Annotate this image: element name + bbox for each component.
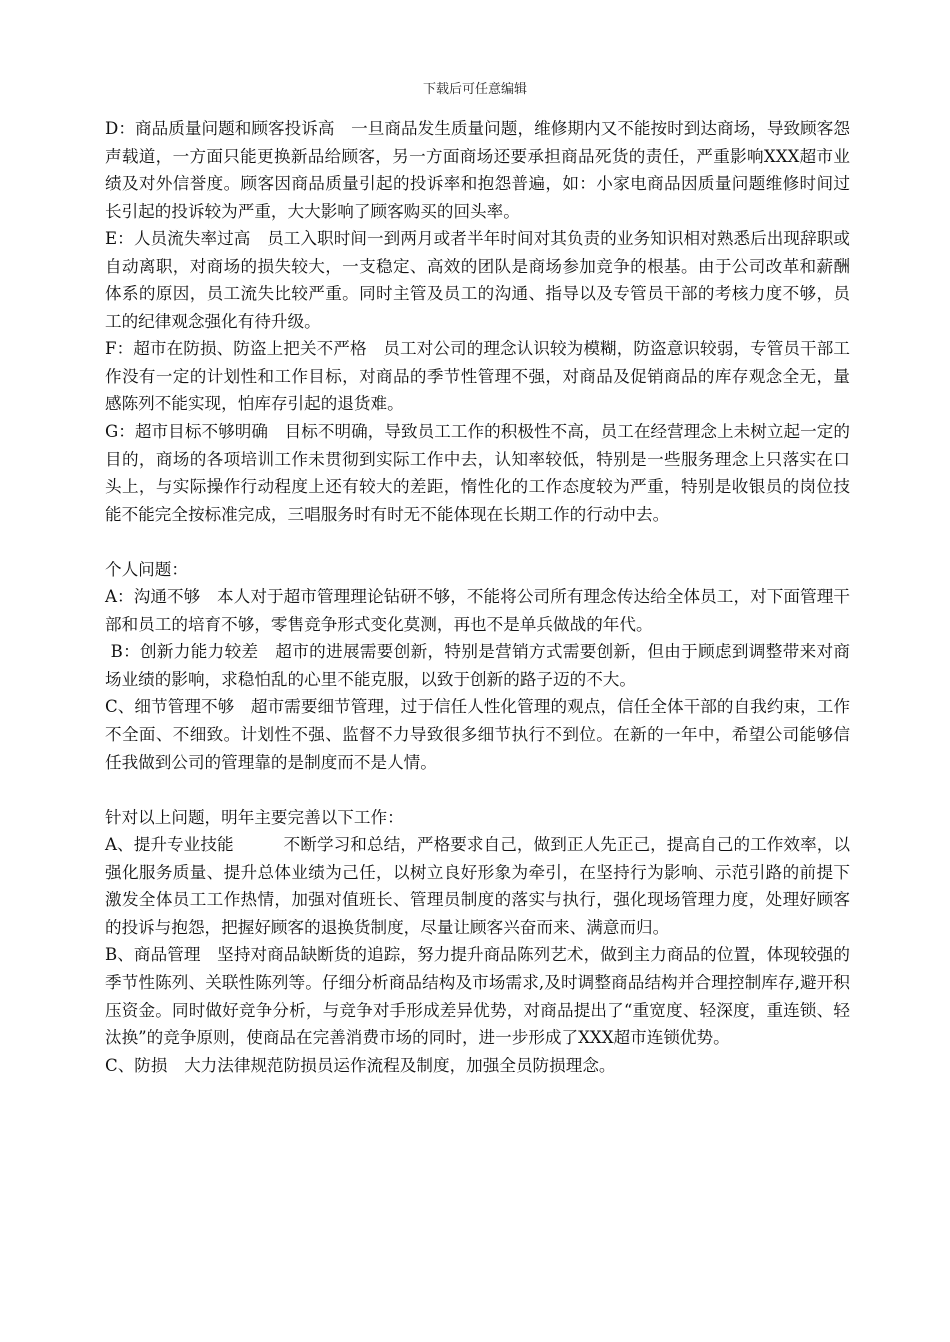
paragraph-spacer — [105, 776, 850, 804]
paragraph-f-loss-prevention: F：超市在防损、防盗上把关不严格 员工对公司的理念认识较为模糊，防盗意识较弱，专管员干部工作没有一定的计划性和工作目标，对商品的季节性管理不强，对商品及促销商品的库存观念全无，量感陈列不能实现，怕库存引起的退货难。 — [105, 339, 850, 414]
paragraph-b-merchandise-management: B、商品管理 坚持对商品缺断货的追踪，努力提升商品陈列艺术，做到主力商品的位置，体现较强的季节性陈列、关联性陈列等。仔细分析商品结构及市场需求,及时调整商品结构并合理控制库存,避开积压资金。同时做好竞争分析，与竞争对手形成差异优势，对商品提出了“重宽度、轻深度，重连锁、轻汰换”的竞争原则，使商品在完善消费市场的同时，进一步形成了XXX超市连锁优势。 — [105, 945, 850, 1048]
paragraph-b-innovation: B：创新力能力较差 超市的进展需要创新，特别是营销方式需要创新，但由于顾虑到调整带来对商场业绩的影响，求稳怕乱的心里不能克服，以致于创新的路子迈的不大。 — [105, 642, 850, 689]
document-body — [105, 115, 850, 1079]
paragraph-spacer — [105, 528, 850, 556]
paragraph-e-staff-turnover: E：人员流失率过高 员工入职时间一到两月或者半年时间对其负责的业务知识相对熟悉后出现辞职或自动离职，对商场的损失较大，一支稳定、高效的团队是商场参加竞争的根基。由于公司改革和薪酬体系的原因，员工流失比较严重。同时主管及员工的沟通、指导以及专管员干部的考核力度不够，员工的纪律观念强化有待升级。 — [105, 229, 850, 331]
paragraph-c-loss-prevention: C、防损 大力法律规范防损员运作流程及制度，加强全员防损理念。 — [105, 1055, 616, 1075]
section-title-improvements: 针对以上问题，明年主要完善以下工作： — [105, 807, 404, 827]
paragraph-d-quality-complaints: D：商品质量问题和顾客投诉高 一旦商品发生质量问题，维修期内又不能按时到达商场，导致顾客怨声载道，一方面只能更换新品给顾客，另一方面商场还要承担商品死货的责任，严重影响XXX超市业绩及对外信誉度。顾客因商品质量引起的投诉率和抱怨普遍，如：小家电商品因质量问题维修时间过长引起的投诉较为严重，大大影响了顾客购买的回头率。 — [105, 119, 850, 221]
page-header: 下载后可任意编辑 — [422, 82, 527, 97]
paragraph-a-professional-skills: A、提升专业技能 不断学习和总结，严格要求自己，做到正人先正己，提高自己的工作效率，以强化服务质量、提升总体业绩为己任，以树立良好形象为牵引，在坚持行为影响、示范引路的前提下激发全体员工工作热情，加强对值班长、管理员制度的落实与执行，强化现场管理力度，处理好顾客的投诉与抱怨，把握好顾客的退换货制度，尽量让顾客兴奋而来、满意而归。 — [105, 835, 850, 937]
paragraph-a-communication: A：沟通不够 本人对于超市管理理论钻研不够，不能将公司所有理念传达给全体员工，对下面管理干部和员工的培育不够，零售竞争形式变化莫测，再也不是单兵做战的年代。 — [105, 587, 850, 634]
paragraph-c-detail-management: C、细节管理不够 超市需要细节管理，过于信任人性化管理的观点，信任全体干部的自我约束，工作不全面、不细致。计划性不强、监督不力导致很多细节执行不到位。在新的一年中，希望公司能够信任我做到公司的管理靠的是制度而不是人情。 — [105, 697, 850, 772]
section-title-personal-issues: 个人问题： — [105, 559, 188, 579]
paragraph-g-unclear-goals: G：超市目标不够明确 目标不明确，导致员工工作的积极性不高，员工在经营理念上未树立起一定的目的，商场的各项培训工作未贯彻到实际工作中去，认知率较低，特别是一些服务理念上只落实在口头上，与实际操作行动程度上还有较大的差距，惰性化的工作态度较为严重，特别是收银员的岗位技能不能完全按标准完成，三唱服务时有时无不能体现在长期工作的行动中去。 — [105, 422, 850, 524]
